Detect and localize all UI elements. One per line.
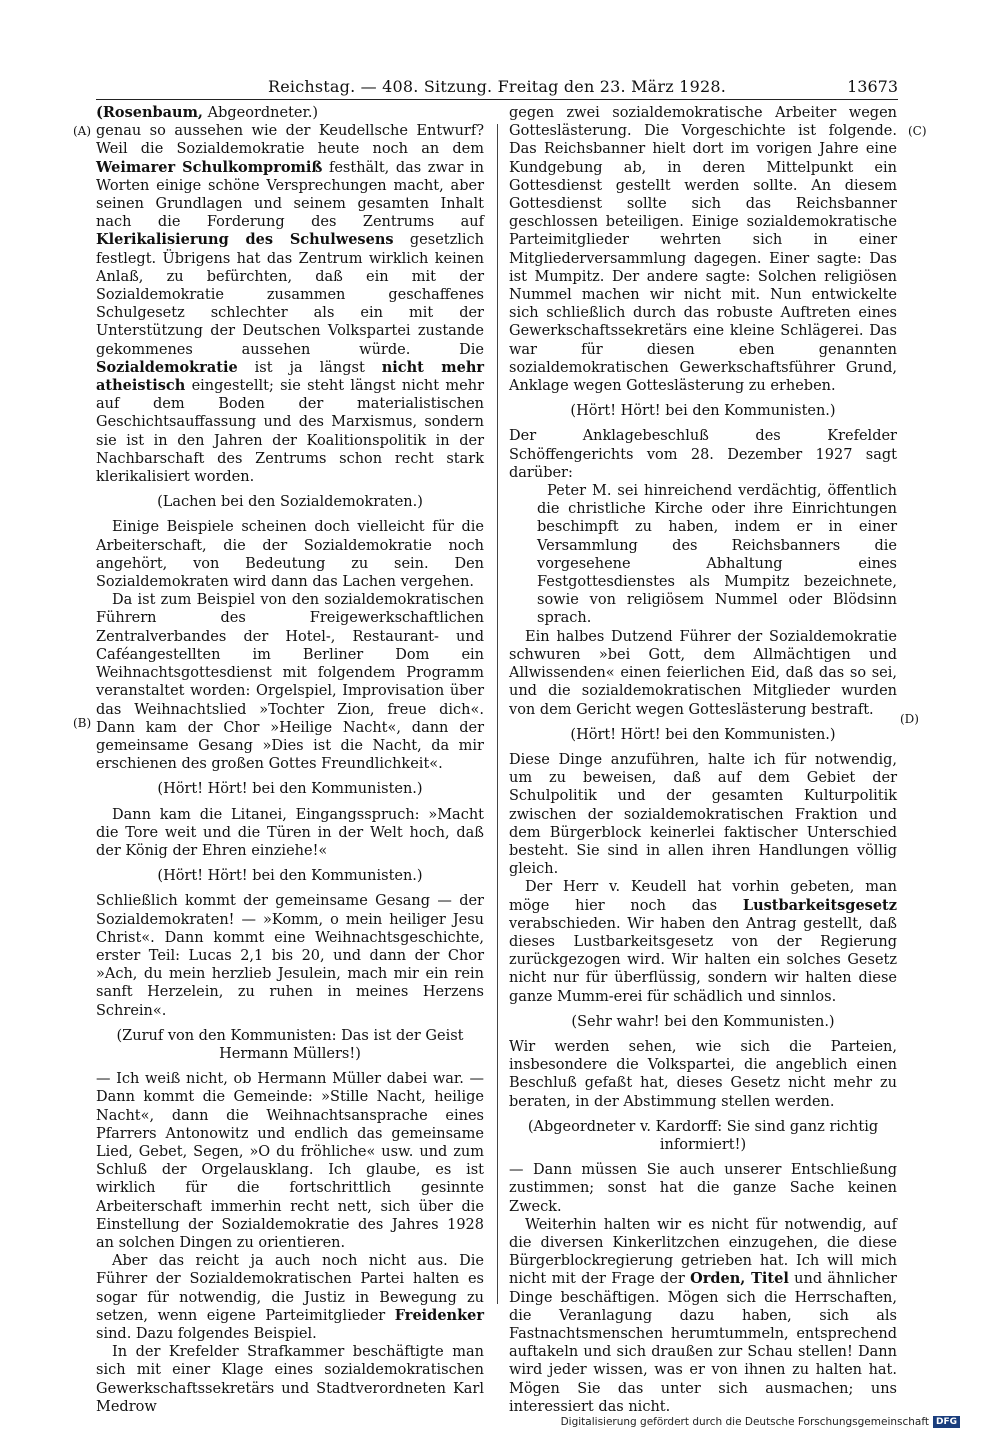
paragraph: gegen zwei sozialdemokratische Arbeiter wegen Gotteslästerung. Die Vorgeschichte ist folgende. Das Reichsbanner hielt dort im vorigen Jahre eine Kundgebung ab, in deren Mittelpunkt ein Gottesdienst gestellt werden sollte. An diesem Gottesdienst sollte sich das Reichsbanner geschlossen beteiligen. Einige sozialdemokratische Parteimitglieder wehrten sich in einer Mitgliederversammlung dagegen. Einer sagte: Das ist Mumpitz. Der andere sagte: Solchen religiösen Nummel machen wir nicht mit. Nun entwickelte sich schließlich durch das robuste Auftreten eines Gewerkschaftssekretärs eine kleine Schlägerei. Das war für diesen eben genannten sozialdemokratischen Gewerkschaftsführer Grund, Anklage wegen Gotteslästerung zu erheben. <box>509 105 897 395</box>
paragraph: genau so aussehen wie der Keudellsche Entwurf? Weil die Sozialdemokratie heute noch an dem Weimarer Schulkompromiß festhält, das zwar in Worten einige schöne Versprechungen macht, aber seinen Grundlagen und seinem gesamten Inhalt nach die Forderung des Zentrums auf Klerikalisierung des Schulwesens gesetzlich festlegt. Übrigens hat das Zentrum wirklich keinen Anlaß, zu befürchten, daß ein mit der Sozialdemokratie zusammen geschaffenes Schulgesetz schlechter als ein mit der Unterstützung der Deutschen Volkspartei zustande gekommenes aussehen würde. Die Sozialdemokratie ist ja längst nicht mehr atheistisch eingestellt; sie steht längst nicht mehr auf dem Boden der materialistischen Geschichtsauffassung und des Marxismus, sondern sie ist in den Jahren der Koalitionspolitik in der Nachbarschaft des Zentrums schon recht stark klerikalisiert worden. <box>96 123 484 486</box>
paragraph: Schließlich kommt der gemeinsame Gesang — der Sozialdemokraten! — »Komm, o mein heiliger Jesu Christ«. Dann kommt eine Weihnachtsgeschichte, erster Teil: Lucas 2,1 bis 20, und dann der Chor »Ach, du mein herzlieb Jesulein, mach mir ein rein sanft Herzelein, zu ruhen in meines Herzens Schrein«. <box>96 893 484 1019</box>
interjection: (Zuruf von den Kommunisten: Das ist der Geist Hermann Müllers!) <box>116 1027 464 1062</box>
paragraph: Wir werden sehen, wie sich die Parteien, insbesondere die Volkspartei, die angeblich einen Beschluß gefaßt hat, dieses Gesetz nicht mehr zu beraten, in der Abstimmung stellen werden. <box>509 1038 897 1110</box>
speaker-role: Abgeordneter.) <box>207 105 319 121</box>
footer-text: Digitalisierung gefördert durch die Deutsche Forschungsgemeinschaft <box>560 1416 929 1428</box>
column-divider <box>497 124 498 1304</box>
speaker-line <box>96 104 484 122</box>
paragraph: Einige Beispiele scheinen doch vielleicht für die Arbeiterschaft, die der Sozialdemokratie noch angehört, von Bedeutung zu sein. Den Sozialdemokraten wird dann das Lachen vergehen. <box>96 519 484 591</box>
right-column <box>509 104 897 1416</box>
block-quote: Peter M. sei hinreichend verdächtig, öffentlich die christliche Kirche oder ihre Einrichtungen beschimpft zu haben, indem er in einer Versammlung des Reichsbanners die vorgesehene Abhaltung eines Festgottesdienstes als Mumpitz bezeichnete, sowie von religiösem Nummel oder Blödsinn sprach. <box>537 483 897 627</box>
interjection: (Sehr wahr! bei den Kommunisten.) <box>571 1013 835 1030</box>
paragraph: Diese Dinge anzuführen, halte ich für notwendig, um zu beweisen, daß auf dem Gebiet der Schulpolitik und der gesamten Kulturpolitik zwischen der sozialdemokratischen Fraktion und dem Bürgerblock keinerlei faktischer Unterschied besteht. Sie sind in allen ihren Handlungen völlig gleich. <box>509 751 897 878</box>
interjection: (Hört! Hört! bei den Kommunisten.) <box>570 403 836 420</box>
interjection: (Abgeordneter v. Kardorff: Sie sind ganz richtig informiert!) <box>527 1118 879 1153</box>
margin-marker-b: (B) <box>73 716 92 730</box>
header-rule <box>96 99 898 100</box>
paragraph: Da ist zum Beispiel von den sozialdemokratischen Führern des Freigewerkschaftlichen Zentralverbandes der Hotel-, Restaurant- und Caféangestellten im Berliner Dom ein Weihnachtsgottesdienst mit folgendem Programm veranstaltet worden: Orgelspiel, Improvisation über das Weihnachtslied »Tochter Zion, freue dich«. Dann kam der Chor »Heilige Nacht«, dann der gemeinsame Gesang »Dies ist die Nacht, da mir erschienen des großen Gottes Freundlichkeit«. <box>96 592 484 773</box>
margin-marker-d: (D) <box>900 712 919 726</box>
paragraph: Der Anklagebeschluß des Krefelder Schöffengerichts vom 28. Dezember 1927 sagt darüber: <box>509 428 897 481</box>
margin-marker-c: (C) <box>908 124 927 138</box>
margin-marker-a: (A) <box>73 124 92 138</box>
interjection: (Hört! Hört! bei den Kommunisten.) <box>570 726 836 743</box>
speaker-name: (Rosenbaum, <box>96 104 203 121</box>
interjection: (Hört! Hört! bei den Kommunisten.) <box>157 868 423 885</box>
header-title: Reichstag. — 408. Sitzung. Freitag den 23. März 1928. <box>267 77 726 96</box>
paragraph: Ein halbes Dutzend Führer der Sozialdemokratie schwuren »bei Gott, dem Allmächtigen und Allwissenden« einen feierlichen Eid, daß das so sei, und die sozialdemokratischen Mitglieder wurden von dem Gericht wegen Gotteslästerung bestraft. <box>509 628 897 718</box>
paragraph: — Ich weiß nicht, ob Hermann Müller dabei war. — Dann kommt die Gemeinde: »Stille Nacht, heilige Nacht«, dann die Weihnachtsansprache eines Pfarrers Antonowitz und endlich das gemeinsame Lied, Gebet, Segen, »O du fröhliche« usw. und zum Schluß der Orgelausklang. Ich glaube, es ist wirklich für die fortschrittlich gesinnte Arbeiterschaft immerhin recht nett, sich über die Einstellung der Sozialdemokratie des Jahres 1928 an solchen Dingen zu orientieren. <box>96 1071 484 1251</box>
interjection: (Lachen bei den Sozialdemokraten.) <box>157 494 423 511</box>
running-header <box>96 76 898 98</box>
dfg-logo-icon: DFG <box>933 1416 960 1428</box>
paragraph: — Dann müssen Sie auch unserer Entschließung zustimmen; sonst hat die ganze Sache keinen Zweck. <box>509 1162 897 1215</box>
page-number: 13673 <box>847 77 898 96</box>
interjection: (Hört! Hört! bei den Kommunisten.) <box>157 781 423 798</box>
left-column <box>96 104 484 1416</box>
paragraph: In der Krefelder Strafkammer beschäftigte man sich mit einer Klage eines sozialdemokratischen Gewerkschaftssekretärs und Stadtverordneten Karl Medrow <box>96 1344 484 1415</box>
paragraph: Weiterhin halten wir es nicht für notwendig, auf die diversen Kinkerlitzchen einzugehen, die diese Bürgerblockregierung getrieben hat. Ich will mich nicht mit der Frage der Orden, Titel und ähnlicher Dinge beschäftigen. Mögen sich die Herrschaften, die Veranlagung dazu haben, sich als Fastnachtsmenschen herumtummeln, entsprechend auftakeln und sich draußen zur Schau stellen! Dann wird jeder wissen, was er von ihnen zu halten hat. Mögen Sie das unter sich ausmachen; uns interessiert das nicht. <box>509 1216 897 1415</box>
paragraph: Der Herr v. Keudell hat vorhin gebeten, man möge hier noch das Lustbarkeitsgesetz verabschieden. Wir haben den Antrag gestellt, daß dieses Lustbarkeitsgesetz von der Regierung zurückgezogen wird. Wir halten ein solches Gesetz nicht nur für überflüssig, sondern wir halten diese ganze Mumm-erei für schädlich und sinnlos. <box>509 879 897 1005</box>
paragraph: Aber das reicht ja auch noch nicht aus. Die Führer der Sozialdemokratischen Partei halten es sogar für notwendig, die Justiz in Bewegung zu setzen, wenn eigene Parteimitglieder Freidenker sind. Dazu folgendes Beispiel. <box>96 1253 484 1342</box>
digitization-footer <box>561 1416 960 1428</box>
paragraph: Dann kam die Litanei, Eingangsspruch: »Macht die Tore weit und die Türen in der Welt hoch, daß der König der Ehren einziehe!« <box>96 806 484 859</box>
